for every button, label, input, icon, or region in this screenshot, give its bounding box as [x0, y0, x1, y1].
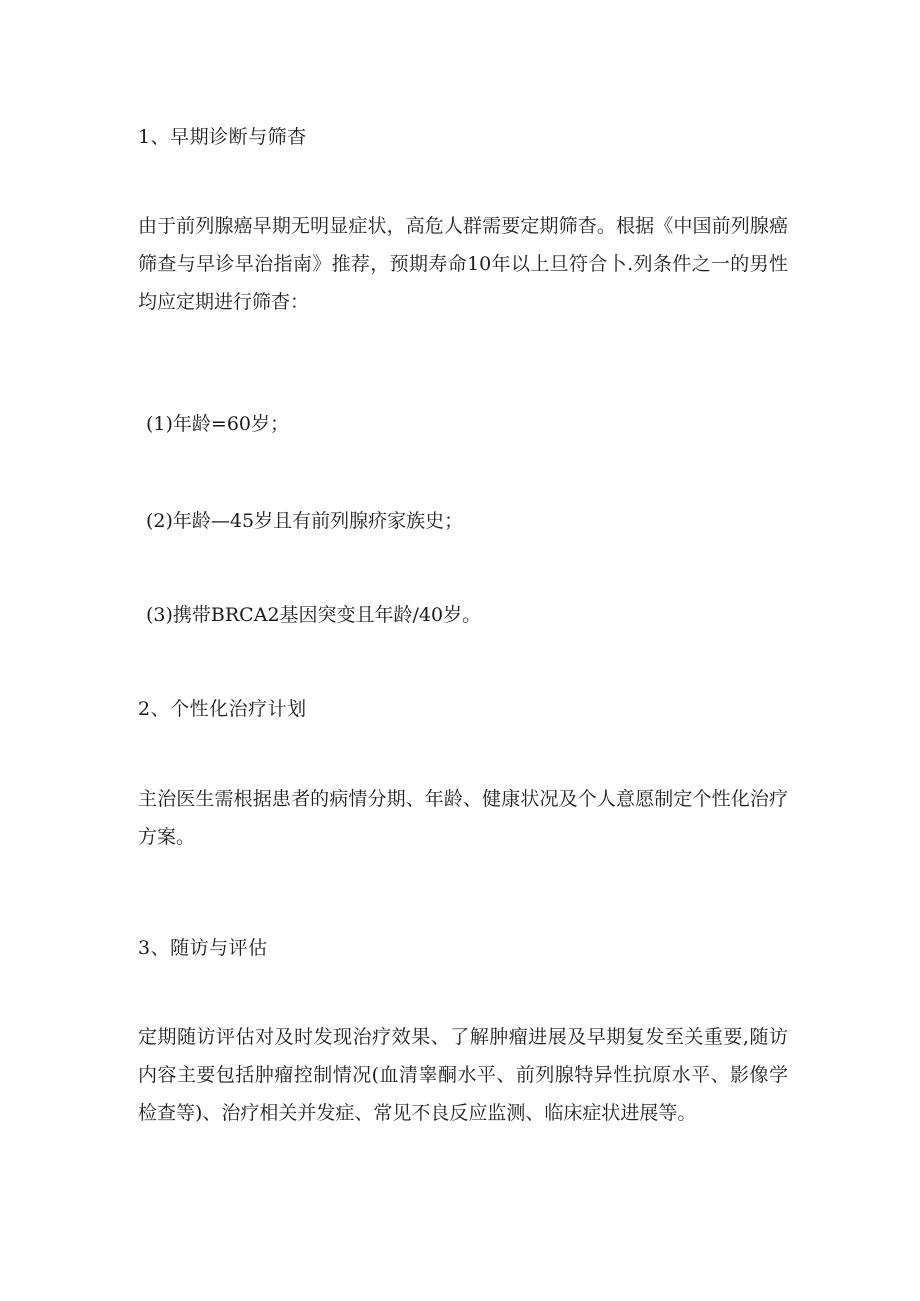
screening-criterion-2: (2)年龄—45岁且有前列腺疥家族史；: [146, 510, 464, 532]
section-1-paragraph: 由于前列腺癌早期无明显症状，高危人群需要定期筛杳。根据《中国前列腺癌筛查与早诊早治指南》推荐，预期寿命10年以上旦符合卜.列条件之一的男性均应定期进行筛杳：: [138, 215, 788, 313]
screening-criterion-3: (3)携带BRCA2基因突变且年龄/40岁。: [146, 604, 482, 626]
section-3-heading: 3、随访与评估: [138, 937, 268, 959]
section-2-heading: 2、个性化治疗计划: [138, 698, 307, 720]
section-1-heading: 1、早期诊断与筛杳: [138, 126, 307, 148]
section-3-paragraph: 定期随访评估对及时发现治疗效果、了解肿瘤进展及早期复发至关重要,随访内容主要包括肿瘤控制情况(血清睾酮水平、前列腺特异性抗原水平、影像学检查等)、治疗相关并发症、常见不良反应监测、临床症状进展等。: [138, 1026, 788, 1124]
section-2-paragraph: 主治医生需根据患者的病情分期、年龄、健康状况及个人意愿制定个性化治疗方案。: [138, 788, 788, 848]
screening-criterion-1: (1)年龄=60岁；: [146, 413, 290, 435]
